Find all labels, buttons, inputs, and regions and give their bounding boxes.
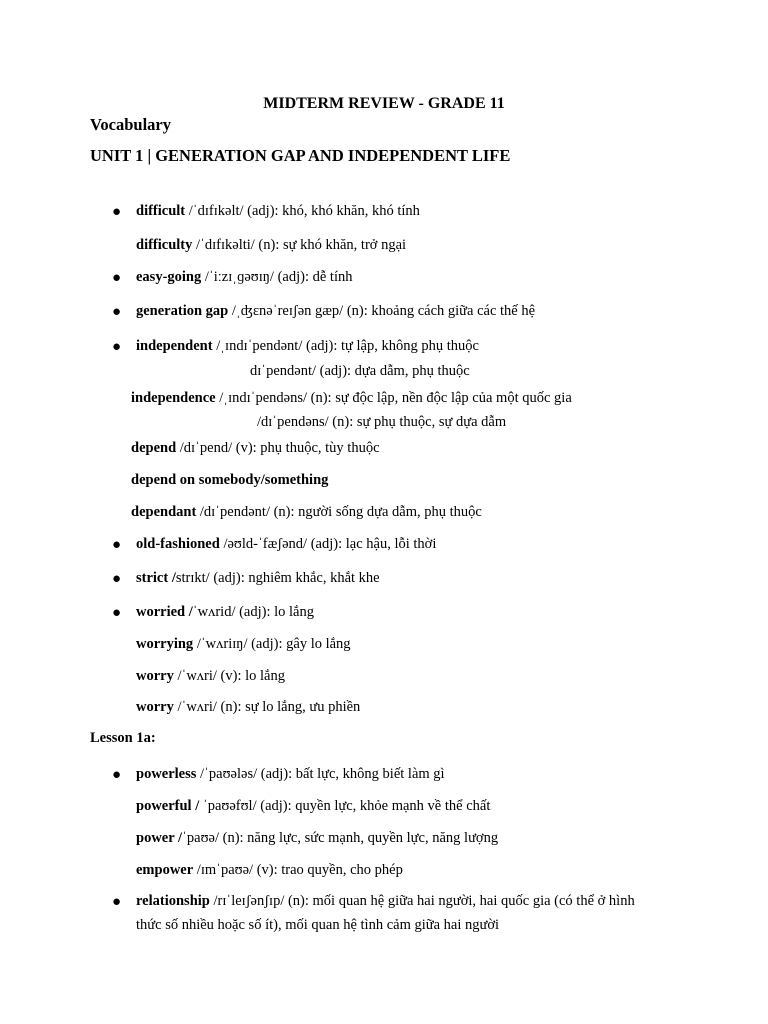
lesson-heading: Lesson 1a: [90,730,156,746]
vocab-entry-worried [136,603,314,621]
bullet-icon: ● [112,339,122,355]
vocab-definition: /ˈpaʊələs/ (adj): bất lực, không biết làm gì [196,766,445,782]
vocab-word: powerless [136,766,197,782]
bullet-icon: ● [112,605,122,621]
vocab-word: empower [136,862,194,878]
document-title: MIDTERM REVIEW - GRADE 11 [263,95,505,112]
vocab-entry-easy-going [136,268,352,286]
vocab-definition: /ˈwʌriɪŋ/ (adj): gây lo lắng [193,636,351,652]
vocab-word: worry [136,699,174,715]
vocab-entry-old-fashioned [136,535,436,553]
vocab-entry-powerless [136,765,445,783]
vocab-definition: ˈpaʊəfʊl/ (adj): quyền lực, khỏe mạnh về thể chất [199,798,491,814]
vocab-word: difficult [136,203,186,219]
vocab-entry-depend-on [131,471,328,489]
vocab-subline-dependent: dɪˈpendənt/ (adj): dựa dẫm, phụ thuộc [250,363,470,379]
vocab-word: worry [136,668,174,684]
vocab-entry-independence [131,389,572,407]
vocab-definition: /əʊld-ˈfæʃənd/ (adj): lạc hậu, lỗi thời [219,536,437,552]
vocab-entry-depend [131,439,380,457]
vocab-word: generation gap [136,303,229,319]
vocab-definition: /ˌʤɛnəˈreɪʃən gæp/ (n): khoảng cách giữa các thế hệ [228,303,536,319]
vocab-word: easy-going [136,269,202,285]
vocab-entry-difficult [136,202,420,220]
vocab-definition: /ˈdɪfɪkəlti/ (n): sự khó khăn, trở ngại [192,237,407,253]
vocab-word: dependant [131,504,197,520]
vocab-definition: strɪkt/ (adj): nghiêm khắc, khắt khe [175,570,380,586]
bullet-icon: ● [112,204,122,220]
vocab-definition: ˈpaʊə/ (n): năng lực, sức mạnh, quyền lực, năng lượng [182,830,499,846]
vocab-entry-powerful [136,797,490,815]
vocab-entry-relationship [136,892,635,910]
vocab-word: relationship [136,893,210,909]
vocab-word: worrying [136,636,194,652]
vocab-word: worried / [136,604,193,620]
bullet-icon: ● [112,571,122,587]
vocab-entry-generation-gap [136,302,535,320]
vocab-word: powerful / [136,798,200,814]
bullet-icon: ● [112,894,122,910]
vocab-word: independent [136,338,213,354]
vocab-definition: ˈwʌrid/ (adj): lo lắng [192,604,314,620]
vocab-entry-worrying [136,635,351,653]
vocab-definition: /dɪˈpendənt/ (n): người sống dựa dẫm, phụ thuộc [196,504,482,520]
vocab-definition: /ˈdɪfɪkəlt/ (adj): khó, khó khăn, khó tính [185,203,420,219]
vocab-word: power / [136,830,183,846]
vocab-definition: /rɪˈleɪʃənʃɪp/ (n): mối quan hệ giữa hai người, hai quốc gia (có thể ở hình [209,893,635,909]
vocab-definition: /ˈwʌri/ (v): lo lắng [173,668,285,684]
vocab-definition: /ˌɪndɪˈpendənt/ (adj): tự lập, không phụ thuộc [212,338,479,354]
vocab-entry-worry-noun [136,698,360,716]
vocab-entry-dependant [131,503,482,521]
vocab-word: old-fashioned [136,536,220,552]
vocab-entry-power [136,829,498,847]
bullet-icon: ● [112,537,122,553]
vocab-subline-dependence: /dɪˈpendəns/ (n): sự phụ thuộc, sự dựa dẫm [257,414,507,430]
bullet-icon: ● [112,270,122,286]
bullet-icon: ● [112,304,122,320]
vocab-entry-worry-verb [136,667,285,685]
vocab-definition: /dɪˈpend/ (v): phụ thuộc, tùy thuộc [176,440,380,456]
vocab-definition: /ˈiːzɪˌɡəʊɪŋ/ (adj): dễ tính [201,269,353,285]
vocab-entry-independent [136,337,479,355]
vocab-word: strict / [136,570,176,586]
bullet-icon: ● [112,767,122,783]
vocab-word: difficulty [136,237,193,253]
vocab-definition: /ɪmˈpaʊə/ (v): trao quyền, cho phép [193,862,403,878]
vocab-entry-difficulty [136,236,406,254]
vocab-definition-continuation: thức số nhiều hoặc số ít), mối quan hệ tình cảm giữa hai người [136,917,500,933]
vocab-entry-strict [136,569,380,587]
vocab-definition: /ˌɪndɪˈpendəns/ (n): sự độc lập, nền độc lập của một quốc gia [215,390,572,406]
vocab-definition: /ˈwʌri/ (n): sự lo lắng, ưu phiền [173,699,361,715]
vocab-word: independence [131,390,216,406]
vocab-entry-empower [136,861,403,879]
section-heading: Vocabulary [90,115,171,134]
vocab-word: depend [131,440,177,456]
vocab-word: depend on somebody/something [131,472,329,488]
unit-heading: UNIT 1 | GENERATION GAP AND INDEPENDENT LIFE [90,146,511,165]
